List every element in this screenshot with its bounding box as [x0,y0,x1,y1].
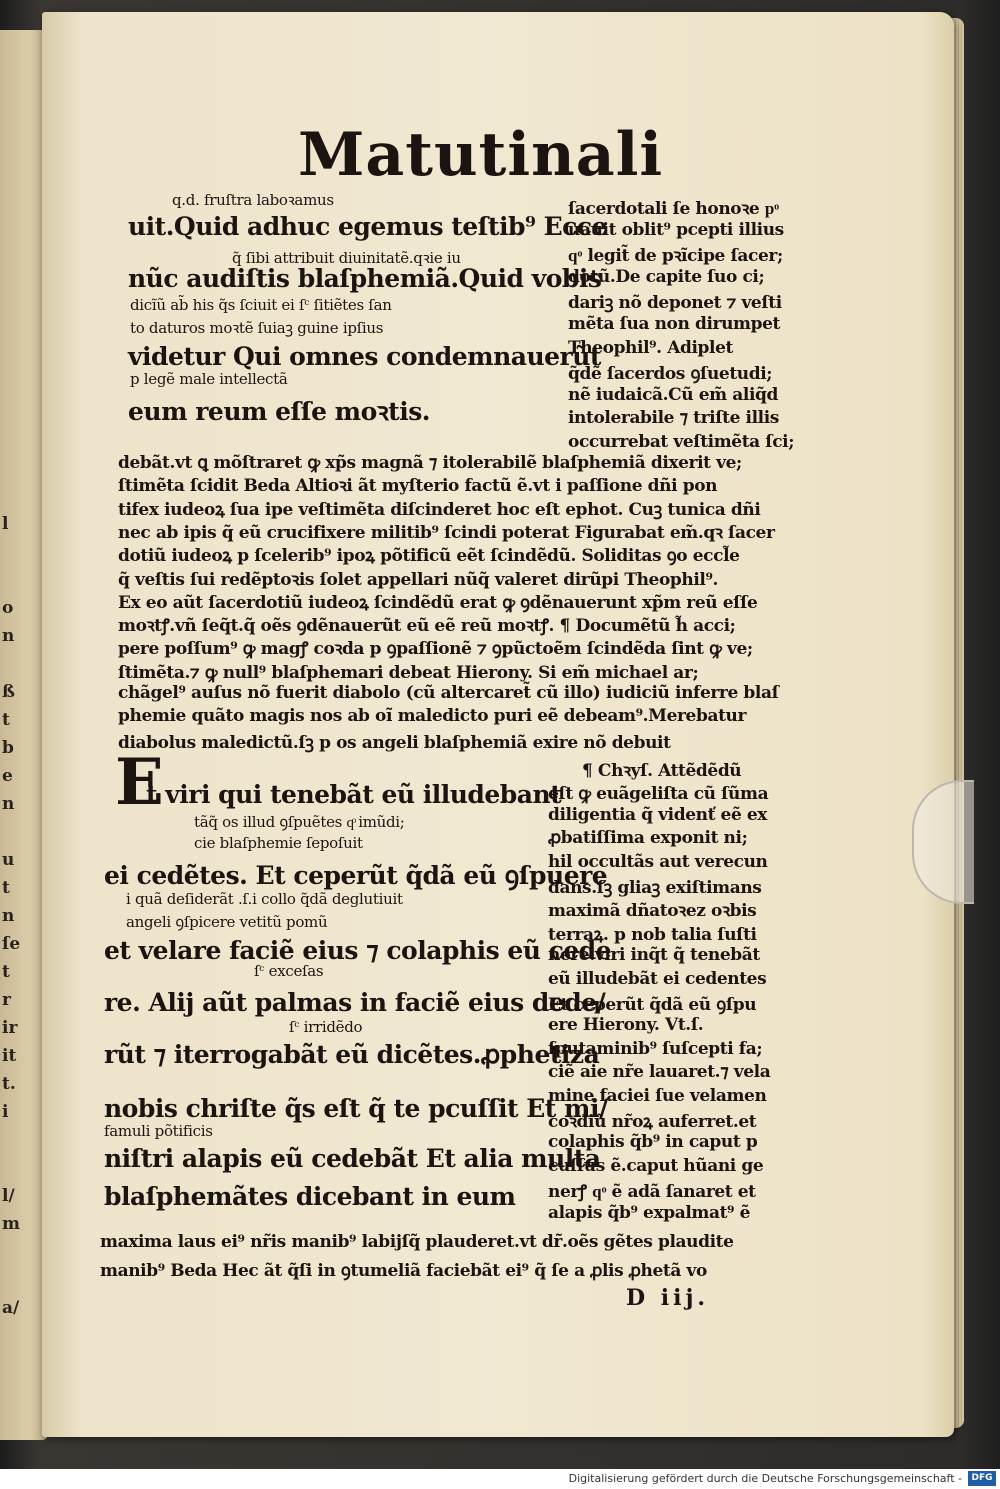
text-line: nec ab ipis q̃ eũ crucifixere militib⁹ ſcindi poterat Figurabat em̃.qꝛ ſacer [118,522,775,543]
text-line: re. Alij aũt palmas in faciẽ eius dede/ [104,988,606,1017]
text-line: alapis q̃b⁹ expalmat⁹ ẽ [548,1202,751,1223]
footer-bar [0,1469,1000,1489]
text-line: to daturos moꝛtẽ ſuiaꝫ guine ipſius [130,319,384,337]
text-line: diligentia q̃ videnť eẽ ex [548,804,768,825]
text-line: cie blaſphemie ſepoſuit [194,834,363,852]
text-line: ¶ Chꝛyſ. Attẽdẽdũ [582,761,742,781]
facing-page-edge [0,30,48,1440]
text-line: chãgel⁹ auſus nõ fuerit diabolo (cũ altercaret̃ cũ illo) iudiciũ inferre blaſ [118,683,779,703]
text-line: ſputaminib⁹ ſuſcepti fa; [548,1038,763,1059]
text-line: i quã deſiderãt .ſ.i collo q̃dã deglutiuit [126,890,403,908]
text-line: rũt ⁊ iterrogabãt eũ dicẽtes.ꝓphetiza [104,1040,600,1069]
text-line: et velare faciẽ eius ⁊ colaphis eũ cede [104,936,612,965]
text-line: eſt ꝙ euãgeliſta cũ ſũma [548,784,769,805]
text-line: ſtimẽta.⁊ ꝙ null⁹ blaſphemari debeat Hierony. Si em̃ michael ar; [118,662,699,683]
text-line: ciẽ aie nr̃e lauaret.⁊ vela [548,1062,771,1083]
text-line: ere Hierony. Vt.ſ. [548,1015,704,1036]
text-line: tãq̃ os illud ꝯſpuẽtes qͦ imũdi; [194,813,405,831]
text-line: q.d. fruſtra laboꝛamus [172,191,334,209]
text-line: mine faciei ſue velamen [548,1085,767,1106]
text-line: manib⁹ Beda Hec ãt q̃ſi in ꝯtumeliã faciebãt ei⁹ q̃ ſe a ꝓlis ꝓhetã vo [100,1261,707,1281]
text-line: Et ceperũt q̃dã eũ ꝯſpu [548,995,757,1015]
text-line: mẽta ſua non dirumpet [568,314,780,334]
text-line: dans.ſꝫ gliaꝫ exiſtimans [548,878,762,898]
text-line: nobis chriſte q̃s eſt q̃ te pcuſſit Et mi/ [104,1094,608,1123]
text-line: pere poſſum⁹ ꝙ magꝭ coꝛda p ꝯpaſſionẽ ⁊ ꝯpũctoẽm ſcindẽda ſint ꝙ ve; [118,639,753,660]
text-line: eum reum eſſe moꝛtis. [128,397,430,426]
text-line: dariꝫ nõ deponet ⁊ veſti [568,293,782,314]
text-line: famuli põtificis [104,1122,213,1140]
text-line: maxima laus ei⁹ nr̃is manib⁹ labijſq̃ plauderet.vt dr̃.oẽs gẽtes plaudite [100,1232,734,1252]
text-line: diabolus maledictũ.ſꝫ p os angeli blaſphemiã exire nõ debuit [118,732,671,753]
text-line: angeli ꝯſpicere vetitũ pomũ [126,913,328,931]
text-line: hil occultãs aut verecun [548,851,768,872]
text-line: tifex iudeoꝝ ſua ipe veſtimẽta diſcinderet hoc eſt ephot. Cuꝫ tunica dñi [118,499,761,520]
text-line: ſacerdotali ſe honoꝛe pͦ [568,199,779,219]
text-line: nũc audiſtis blaſphemiã.Quid vobis [128,264,602,293]
running-header: Matutinali [298,120,664,190]
text-line: dicĩũ ab̃ his q̃s ſciuit ei ſᶜ ſitiẽtes ſan [130,296,392,314]
dfg-logo: DFG [968,1471,996,1486]
text-line: phemie quãto magis nos ab oĩ maledicto puri eẽ debeam⁹.Merebatur [118,706,747,727]
text-line: ꝓbatiſſima exponit ni; [548,828,748,849]
text-line: blaſphemãtes dicebant in eum [104,1182,516,1211]
facing-page-fragments: l o n ß t b e n u t n ſe t r ir it t. i l/ m a/ [2,514,21,1318]
text-line: nere.viri inq̃t q̃ tenebãt [548,945,760,966]
text-line: intolerabile ⁊ triſte illis [568,408,779,429]
text-line: colaphis q̃b⁹ in caput p [548,1132,758,1153]
text-line: ei cedẽtes. Et ceperũt q̃dã eũ ꝯſpuere [104,861,608,890]
text-line: dotiũ iudeoꝝ p ſcelerib⁹ ipoꝝ põtificũ eẽt ſcindẽdũ. Soliditas ꝯo eccl̃e [118,546,740,567]
text-line: Ex eo aũt ſacerdotiũ iudeoꝝ ſcindẽdũ erat ꝙ ꝯdẽnauerunt xp̃m reũ eſſe [118,592,758,613]
text-line: debãt.vt ꝗ mõſtraret ꝙ xp̃s magnã ⁊ itolerabilẽ blaſphemiã dixerit ve; [118,453,742,473]
text-line: q̃dẽ ſacerdos ꝯſuetudi; [568,364,773,385]
text-line: eũ illudebãt ei cedentes [548,968,767,989]
funding-credit: Digitalisierung gefördert durch die Deutsche Forschungsgemeinschaft - [568,1472,962,1485]
text-line: dotũ.De capite ſuo ci; [568,266,765,287]
text-line: qͦ legit̃ de pꝛĩcipe ſacer; [568,246,783,267]
initial-letter: E [115,745,164,820]
text-line: uauit oblit⁹ pcepti illius [568,219,784,240]
text-line: cuſſus ẽ.caput hũani ge [548,1155,764,1176]
text-line: q̃ veſtis ſui redẽptoꝛis ſolet appellari nũq̃ valeret dirũpi Theophil⁹. [118,569,719,590]
text-line: coꝛdiũ nr̃oꝝ auferret.et [548,1112,757,1132]
text-line: q̃ ſibi attribuit diuinitatẽ.qꝛie iu [232,249,461,267]
text-line: maximã dñatoꝛez oꝛbis [548,901,757,922]
text-line: ſᶜ exceſas [254,962,324,980]
text-line: occurrebat veſtimẽta ſci; [568,432,795,452]
text-line: nerꝭ qͦ ẽ adã ſanaret et [548,1182,756,1203]
text-line: ſᶜ irridẽdo [289,1018,363,1036]
text-line: niſtri alapis eũ cedebãt Et alia multa [104,1144,601,1173]
text-line: ſtimẽta ſcidit Beda Altioꝛi ãt myſterio factũ ẽ.vt i paſſione dñi pon [118,476,718,497]
text-line: uit.Quid adhuc egemus teſtib⁹ Ecce [128,212,608,241]
text-line: Theophil⁹. Adiplet [568,337,733,358]
text-line: moꝛtꝭ.vñ ſeq̃t.q̃ oẽs ꝯdẽnauerũt eũ eẽ reũ moꝛtꝭ. ¶ Documẽtũ h̃ acci; [118,616,736,637]
text-line: terraꝝ. p nob talia ſuſti [548,924,757,945]
text-line: nẽ iudaicã.Cũ em̃ aliq̃d [568,384,778,405]
signature-mark: D iij. [626,1285,710,1311]
text-line: videtur Qui omnes condemnauerũt [128,342,601,371]
text-line: p legẽ male intellectã [130,370,288,388]
text-line: t viri qui tenebãt eũ illudebant [146,780,562,809]
